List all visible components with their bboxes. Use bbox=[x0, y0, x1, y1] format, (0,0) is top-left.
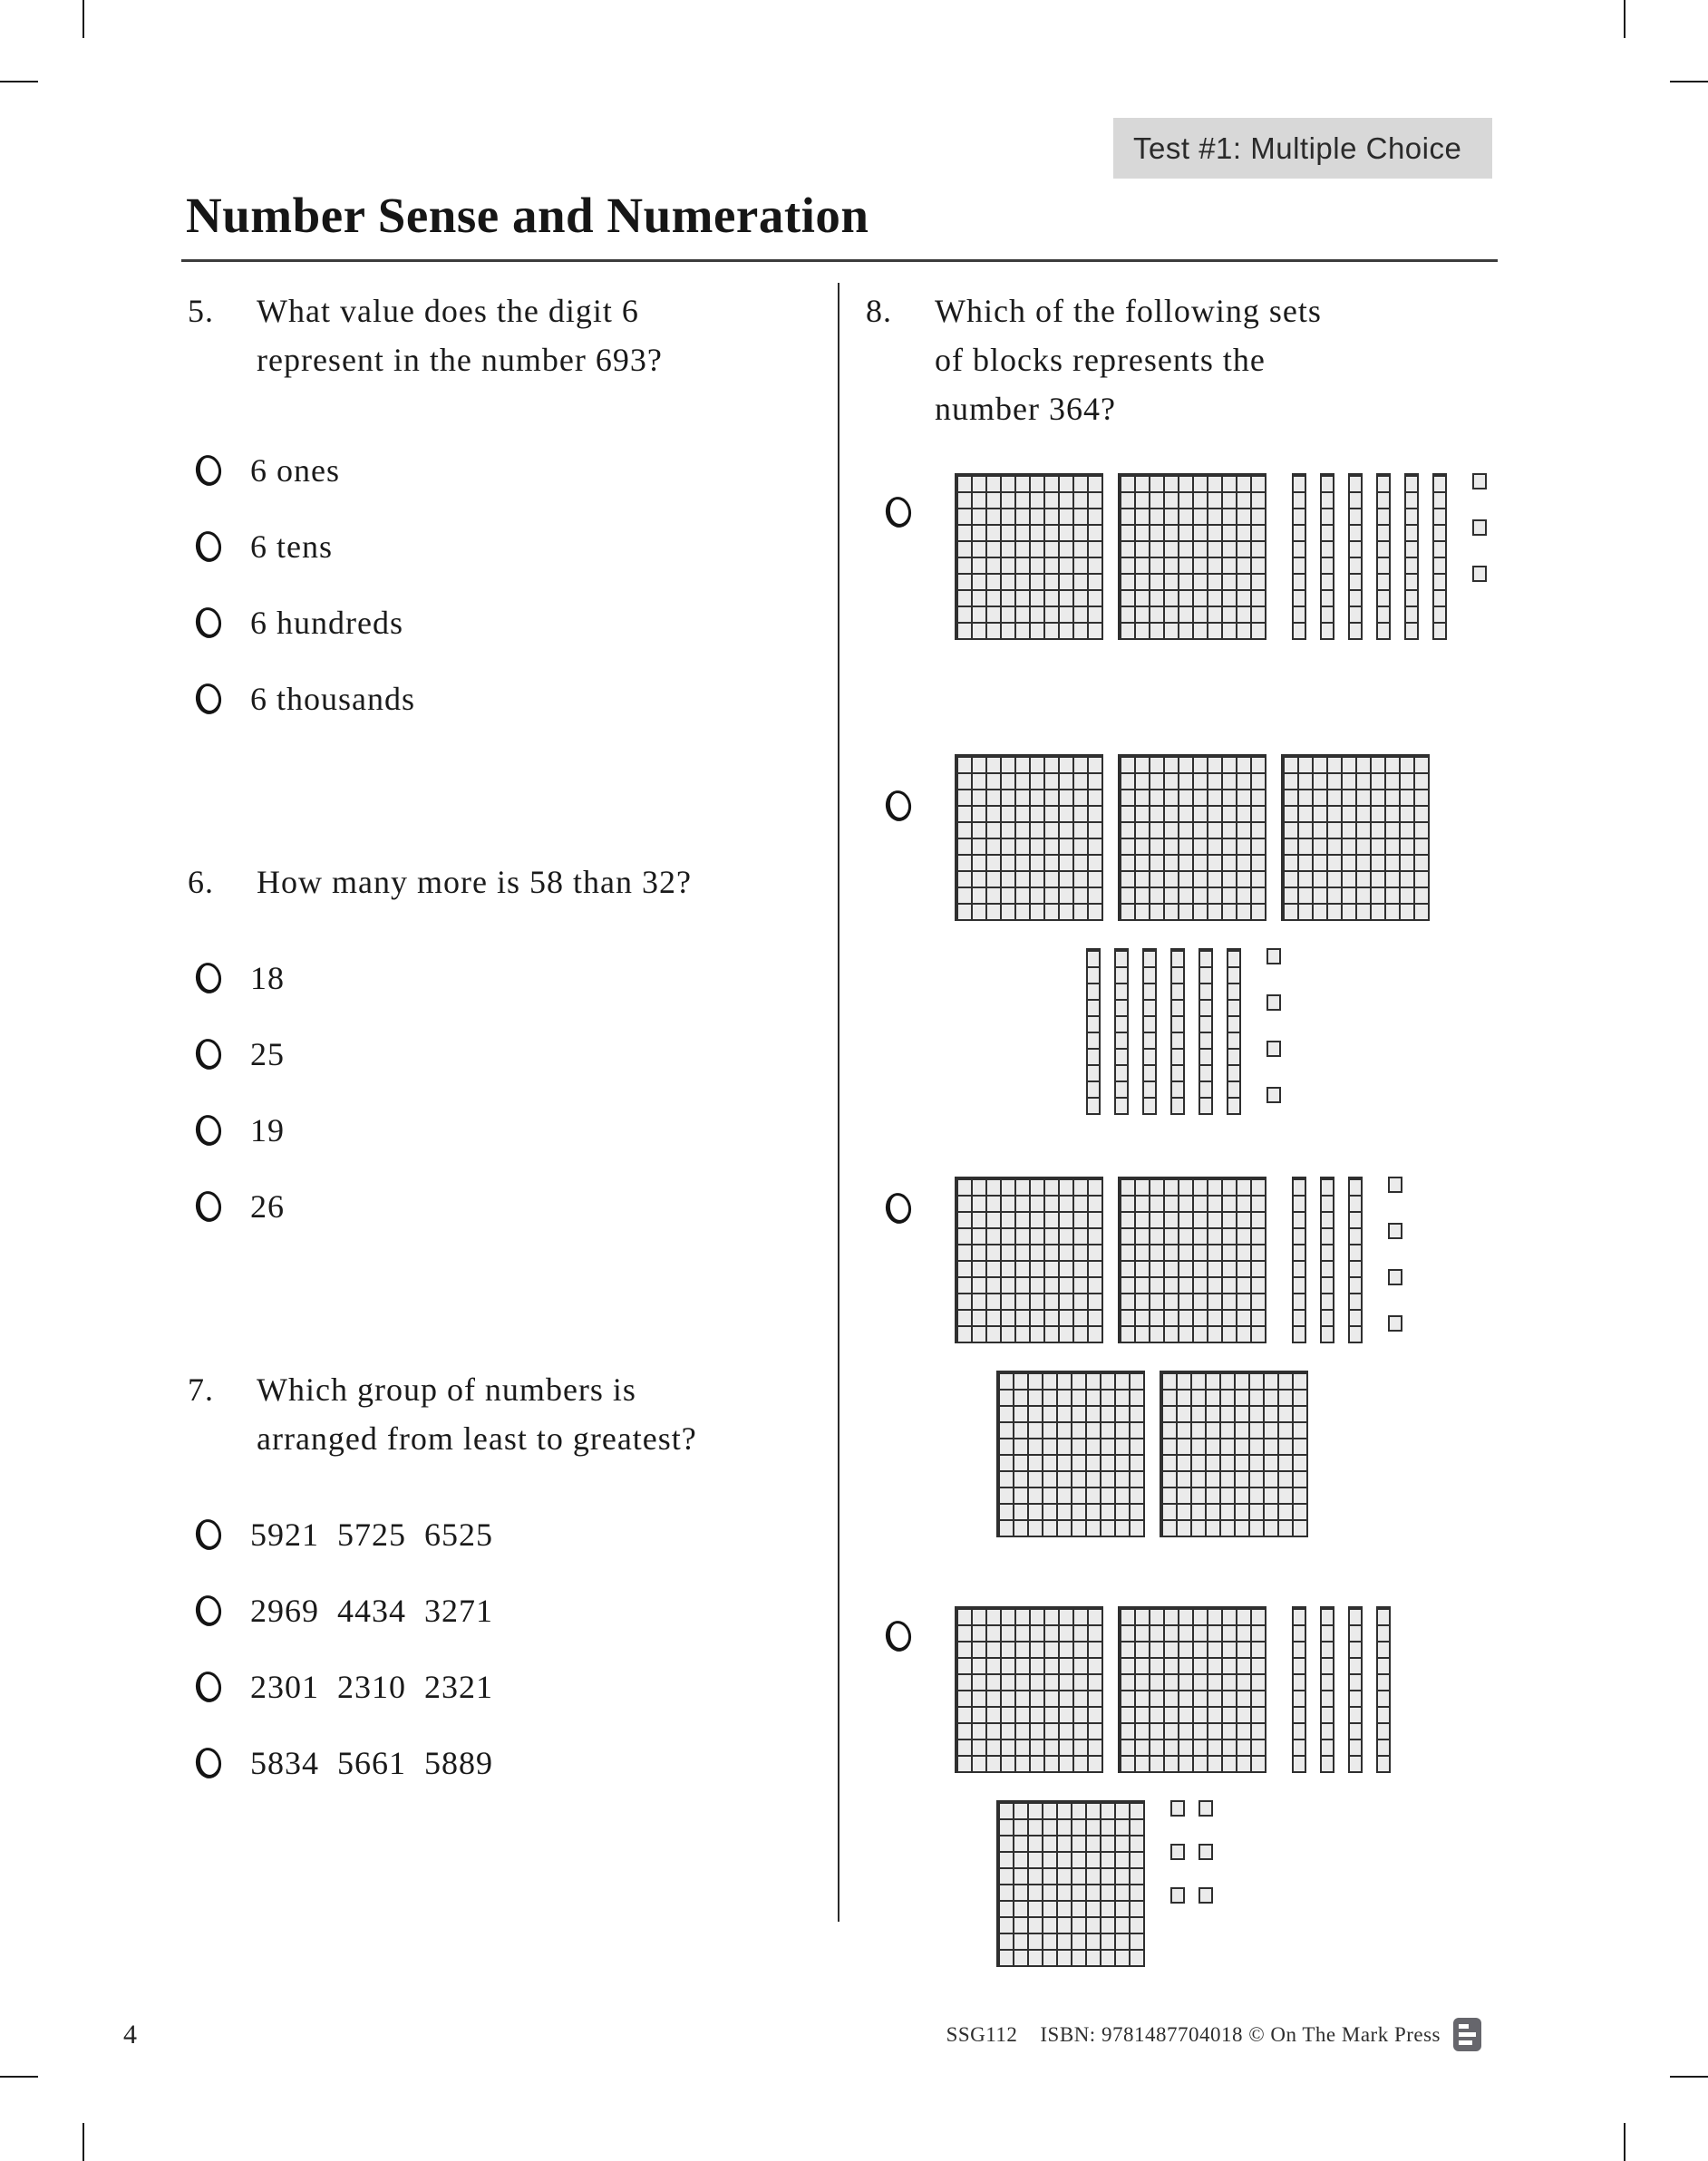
radio-icon[interactable] bbox=[194, 453, 224, 488]
one-unit bbox=[1170, 1844, 1185, 1860]
q5-option-label: 6 ones bbox=[250, 452, 340, 489]
blocks-option-d bbox=[955, 1606, 1391, 1967]
hundred-flat bbox=[996, 1371, 1145, 1537]
q7-option-label: 2969 4434 3271 bbox=[250, 1593, 493, 1629]
radio-icon[interactable] bbox=[194, 961, 224, 995]
crop-mark bbox=[1670, 2076, 1708, 2078]
q5-option-label: 6 tens bbox=[250, 528, 333, 565]
radio-icon[interactable] bbox=[194, 682, 224, 716]
question-8-line-2: of blocks represents the bbox=[935, 342, 1266, 378]
block-row bbox=[996, 1371, 1402, 1537]
ten-rod bbox=[1320, 1177, 1334, 1343]
crop-mark bbox=[0, 81, 38, 82]
question-5-number: 5. bbox=[188, 293, 214, 329]
hundred-flats-group bbox=[996, 1800, 1145, 1967]
hundred-flat bbox=[955, 1606, 1103, 1773]
crop-mark bbox=[0, 2076, 38, 2078]
radio-icon[interactable] bbox=[194, 1746, 224, 1780]
one-units-group bbox=[1170, 1800, 1213, 1904]
question-5-text bbox=[257, 286, 663, 384]
q7-option-label: 2301 2310 2321 bbox=[250, 1669, 493, 1705]
hundred-flat bbox=[1118, 754, 1266, 921]
q6-option-label: 19 bbox=[250, 1112, 285, 1148]
question-8-text bbox=[935, 286, 1322, 433]
one-unit bbox=[1199, 1800, 1213, 1817]
crop-mark bbox=[82, 2123, 84, 2161]
hundred-flat bbox=[955, 1177, 1103, 1343]
block-row bbox=[996, 1800, 1391, 1967]
crop-mark bbox=[82, 0, 84, 38]
question-8-line-3: number 364? bbox=[935, 391, 1116, 427]
q7-option-row bbox=[196, 1668, 493, 1706]
hundred-flats-group bbox=[955, 473, 1266, 640]
q7-option-row bbox=[196, 1592, 493, 1630]
ten-rod bbox=[1227, 948, 1241, 1115]
q6-option-label: 26 bbox=[250, 1188, 285, 1225]
hundred-flat bbox=[1160, 1371, 1308, 1537]
q5-option-row bbox=[196, 604, 403, 642]
ten-rods-group bbox=[1292, 1606, 1391, 1773]
ten-rod bbox=[1404, 473, 1419, 640]
q6-option-row bbox=[196, 959, 285, 997]
ten-rod bbox=[1292, 1606, 1306, 1773]
q7-option-row bbox=[196, 1516, 493, 1554]
test-label-badge bbox=[1113, 118, 1492, 179]
ten-rod bbox=[1170, 948, 1185, 1115]
blocks-option-c bbox=[955, 1177, 1402, 1537]
ten-rods-group bbox=[1086, 948, 1241, 1115]
question-7 bbox=[188, 1365, 697, 1463]
q7-option-label: 5921 5725 6525 bbox=[250, 1517, 493, 1553]
radio-option-b[interactable] bbox=[884, 789, 914, 823]
ten-rod bbox=[1199, 948, 1213, 1115]
question-8-number: 8. bbox=[866, 293, 892, 329]
ten-rod bbox=[1292, 1177, 1306, 1343]
ten-rod bbox=[1348, 473, 1363, 640]
radio-option-d[interactable] bbox=[884, 1619, 914, 1653]
hundred-flat bbox=[1281, 754, 1430, 921]
crop-mark bbox=[1624, 0, 1626, 38]
block-row bbox=[955, 1177, 1402, 1343]
footer-credit bbox=[946, 2018, 1481, 2051]
question-5 bbox=[188, 286, 663, 384]
hundred-flat bbox=[1118, 473, 1266, 640]
one-unit bbox=[1170, 1800, 1185, 1817]
q7-option-label: 5834 5661 5889 bbox=[250, 1745, 493, 1781]
one-unit bbox=[1472, 473, 1487, 489]
one-unit bbox=[1388, 1315, 1402, 1332]
test-label-text: Test #1: Multiple Choice bbox=[1133, 131, 1462, 165]
ten-rods-group bbox=[1292, 473, 1447, 640]
block-row bbox=[1086, 948, 1430, 1115]
radio-option-a[interactable] bbox=[884, 495, 914, 529]
ten-rod bbox=[1348, 1606, 1363, 1773]
one-unit bbox=[1170, 1887, 1185, 1904]
hundred-flats-group bbox=[955, 754, 1430, 921]
question-7-number: 7. bbox=[188, 1371, 214, 1408]
one-unit bbox=[1266, 1041, 1281, 1057]
blocks-option-a bbox=[955, 473, 1487, 640]
ten-rod bbox=[1086, 948, 1101, 1115]
page-title: Number Sense and Numeration bbox=[186, 188, 869, 243]
page-number: 4 bbox=[123, 2020, 137, 2050]
q6-option-label: 25 bbox=[250, 1036, 285, 1072]
q5-option-row bbox=[196, 528, 333, 566]
one-unit bbox=[1472, 566, 1487, 582]
question-6-line-1: How many more is 58 than 32? bbox=[257, 864, 692, 900]
blocks-option-b bbox=[955, 754, 1430, 1115]
radio-icon[interactable] bbox=[194, 1037, 224, 1071]
block-row bbox=[955, 1606, 1391, 1773]
question-7-text bbox=[257, 1365, 697, 1463]
crop-mark bbox=[1624, 2123, 1626, 2161]
block-row bbox=[955, 473, 1487, 640]
q5-option-row bbox=[196, 680, 415, 718]
hundred-flats-group bbox=[955, 1177, 1266, 1343]
one-unit bbox=[1266, 994, 1281, 1011]
ten-rod bbox=[1320, 1606, 1334, 1773]
publisher-logo-icon bbox=[1453, 2018, 1481, 2051]
hundred-flat bbox=[955, 754, 1103, 921]
q7-option-row bbox=[196, 1744, 493, 1782]
q5-option-row bbox=[196, 451, 340, 489]
question-5-line-1: What value does the digit 6 bbox=[257, 293, 639, 329]
question-5-line-2: represent in the number 693? bbox=[257, 342, 663, 378]
q6-option-row bbox=[196, 1187, 285, 1226]
one-unit bbox=[1472, 519, 1487, 536]
ten-rod bbox=[1292, 473, 1306, 640]
one-unit bbox=[1388, 1223, 1402, 1239]
hundred-flats-group bbox=[996, 1371, 1308, 1537]
ten-rod bbox=[1142, 948, 1157, 1115]
ten-rod bbox=[1114, 948, 1129, 1115]
ten-rod bbox=[1432, 473, 1447, 640]
radio-icon[interactable] bbox=[194, 1517, 224, 1552]
question-6-text bbox=[257, 858, 692, 906]
ten-rod bbox=[1376, 1606, 1391, 1773]
ten-rod bbox=[1320, 473, 1334, 640]
radio-icon[interactable] bbox=[194, 529, 224, 564]
question-6-number: 6. bbox=[188, 864, 214, 900]
one-units-group bbox=[1388, 1177, 1402, 1332]
block-row bbox=[955, 754, 1430, 921]
ten-rod bbox=[1376, 473, 1391, 640]
one-unit bbox=[1199, 1844, 1213, 1860]
crop-mark bbox=[1670, 81, 1708, 82]
radio-icon[interactable] bbox=[194, 1189, 224, 1224]
question-8-line-1: Which of the following sets bbox=[935, 293, 1322, 329]
hundred-flats-group bbox=[955, 1606, 1266, 1773]
ten-rods-group bbox=[1292, 1177, 1363, 1343]
question-6 bbox=[188, 858, 692, 906]
one-unit bbox=[1388, 1177, 1402, 1193]
question-7-line-1: Which group of numbers is bbox=[257, 1371, 636, 1408]
radio-icon[interactable] bbox=[194, 1594, 224, 1628]
radio-icon[interactable] bbox=[194, 1670, 224, 1704]
ten-rod bbox=[1348, 1177, 1363, 1343]
q5-option-label: 6 hundreds bbox=[250, 605, 403, 641]
one-unit bbox=[1266, 1087, 1281, 1103]
footer-credit-text: SSG112 ISBN: 9781487704018 © On The Mark Press bbox=[946, 2022, 1441, 2046]
one-unit bbox=[1199, 1887, 1213, 1904]
q6-option-row bbox=[196, 1035, 285, 1073]
one-units-group bbox=[1472, 473, 1487, 582]
column-divider bbox=[838, 283, 839, 1922]
question-7-line-2: arranged from least to greatest? bbox=[257, 1420, 697, 1457]
q5-option-label: 6 thousands bbox=[250, 681, 415, 717]
q6-option-row bbox=[196, 1111, 285, 1149]
hundred-flat bbox=[996, 1800, 1145, 1967]
one-units-group bbox=[1266, 948, 1281, 1103]
question-8 bbox=[866, 286, 1322, 433]
radio-icon[interactable] bbox=[194, 606, 224, 640]
hundred-flat bbox=[1118, 1606, 1266, 1773]
radio-option-c[interactable] bbox=[884, 1191, 914, 1226]
hundred-flat bbox=[955, 473, 1103, 640]
q6-option-label: 18 bbox=[250, 960, 285, 996]
hundred-flat bbox=[1118, 1177, 1266, 1343]
title-rule bbox=[181, 259, 1498, 262]
one-unit bbox=[1266, 948, 1281, 964]
one-unit bbox=[1388, 1269, 1402, 1285]
radio-icon[interactable] bbox=[194, 1113, 224, 1148]
